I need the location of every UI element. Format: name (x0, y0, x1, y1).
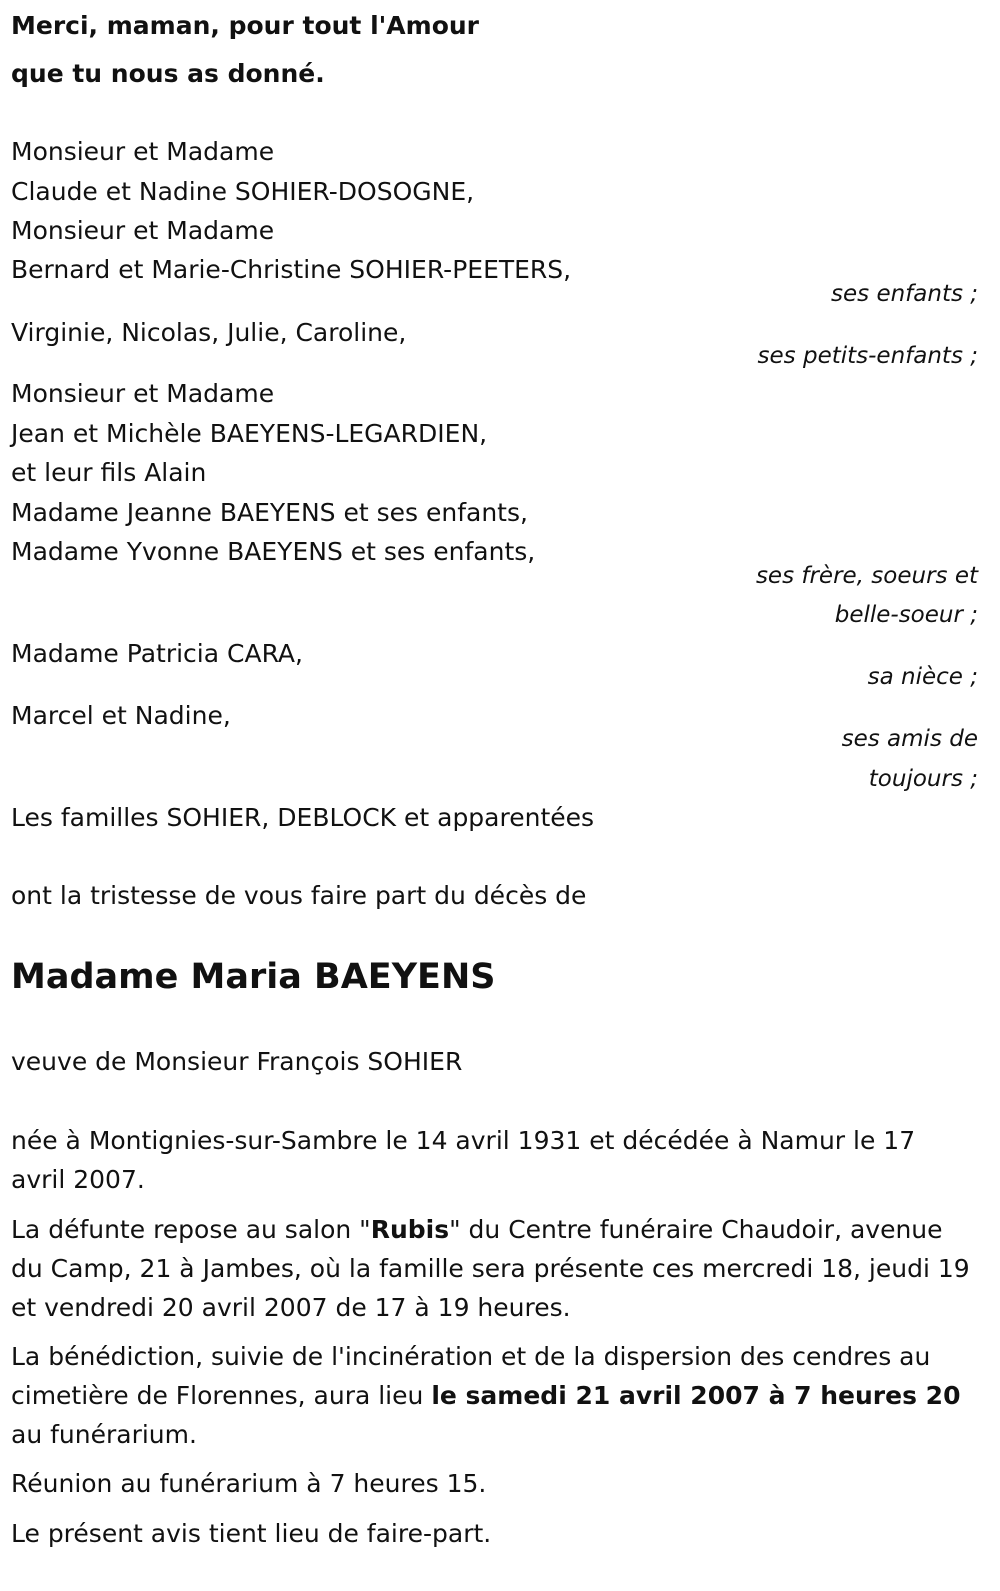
birth-death: née à Montignies-sur-Sambre le 14 avril 1931 et décédée à Namur le 17 avril 2007. (11, 1126, 916, 1194)
siblings-line-5: Madame Yvonne BAEYENS et ses enfants, (11, 537, 536, 566)
siblings-line-3: et leur fils Alain (11, 458, 207, 487)
meeting-info: Réunion au funérarium à 7 heures 15. (11, 1469, 487, 1498)
families: Les familles SOHIER, DEBLOCK et apparentées (11, 803, 595, 832)
grandchildren-role: ses petits-enfants ; (757, 343, 978, 369)
ceremony-date: le samedi 21 avril 2007 à 7 heures 20 (431, 1381, 961, 1410)
repose-text-2: " du Centre funéraire Chaudoir, avenue du Camp, 21 à Jambes, où la famille sera présente ces mercredi 18, jeudi 19 et vendredi 20 avril 2007 de 17 à 19 heures. (11, 1215, 970, 1322)
ceremony-text-2: au funérarium. (11, 1420, 197, 1449)
widow-of: veuve de Monsieur François SOHIER (11, 1047, 463, 1076)
siblings-line-4: Madame Jeanne BAEYENS et ses enfants, (11, 498, 528, 527)
grandchildren: Virginie, Nicolas, Julie, Caroline, (11, 318, 407, 347)
header-line-1: Merci, maman, pour tout l'Amour (11, 11, 479, 40)
deceased-name: Madame Maria BAEYENS (11, 957, 496, 997)
children-line-4: Bernard et Marie-Christine SOHIER-PEETERS, (11, 255, 572, 284)
children-role: ses enfants ; (831, 281, 978, 307)
salon-name: Rubis (370, 1215, 450, 1244)
header-line-2: que tu nous as donné. (11, 59, 325, 88)
friends: Marcel et Nadine, (11, 701, 231, 730)
friends-role-1: ses amis de (841, 726, 978, 752)
announcement: ont la tristesse de vous faire part du décès de (11, 881, 587, 910)
repose-paragraph (11, 1210, 976, 1327)
repose-text-1: La défunte repose au salon " (11, 1215, 371, 1244)
children-line-1: Monsieur et Madame (11, 137, 275, 166)
notice-info: Le présent avis tient lieu de faire-part. (11, 1519, 492, 1548)
siblings-line-2: Jean et Michèle BAEYENS-LEGARDIEN, (11, 419, 488, 448)
friends-role-2: toujours ; (868, 766, 978, 792)
siblings-role-1: ses frère, soeurs et (755, 563, 978, 589)
children-line-3: Monsieur et Madame (11, 216, 275, 245)
ceremony-text-1: La bénédiction, suivie de l'incinération et de la dispersion des cendres au cimetière de Florennes, aura lieu (11, 1342, 931, 1410)
children-line-2: Claude et Nadine SOHIER-DOSOGNE, (11, 177, 475, 206)
ceremony-paragraph (11, 1337, 976, 1454)
siblings-role-2: belle-soeur ; (834, 602, 978, 628)
niece-role: sa nièce ; (867, 664, 978, 690)
siblings-line-1: Monsieur et Madame (11, 379, 275, 408)
niece: Madame Patricia CARA, (11, 639, 303, 668)
